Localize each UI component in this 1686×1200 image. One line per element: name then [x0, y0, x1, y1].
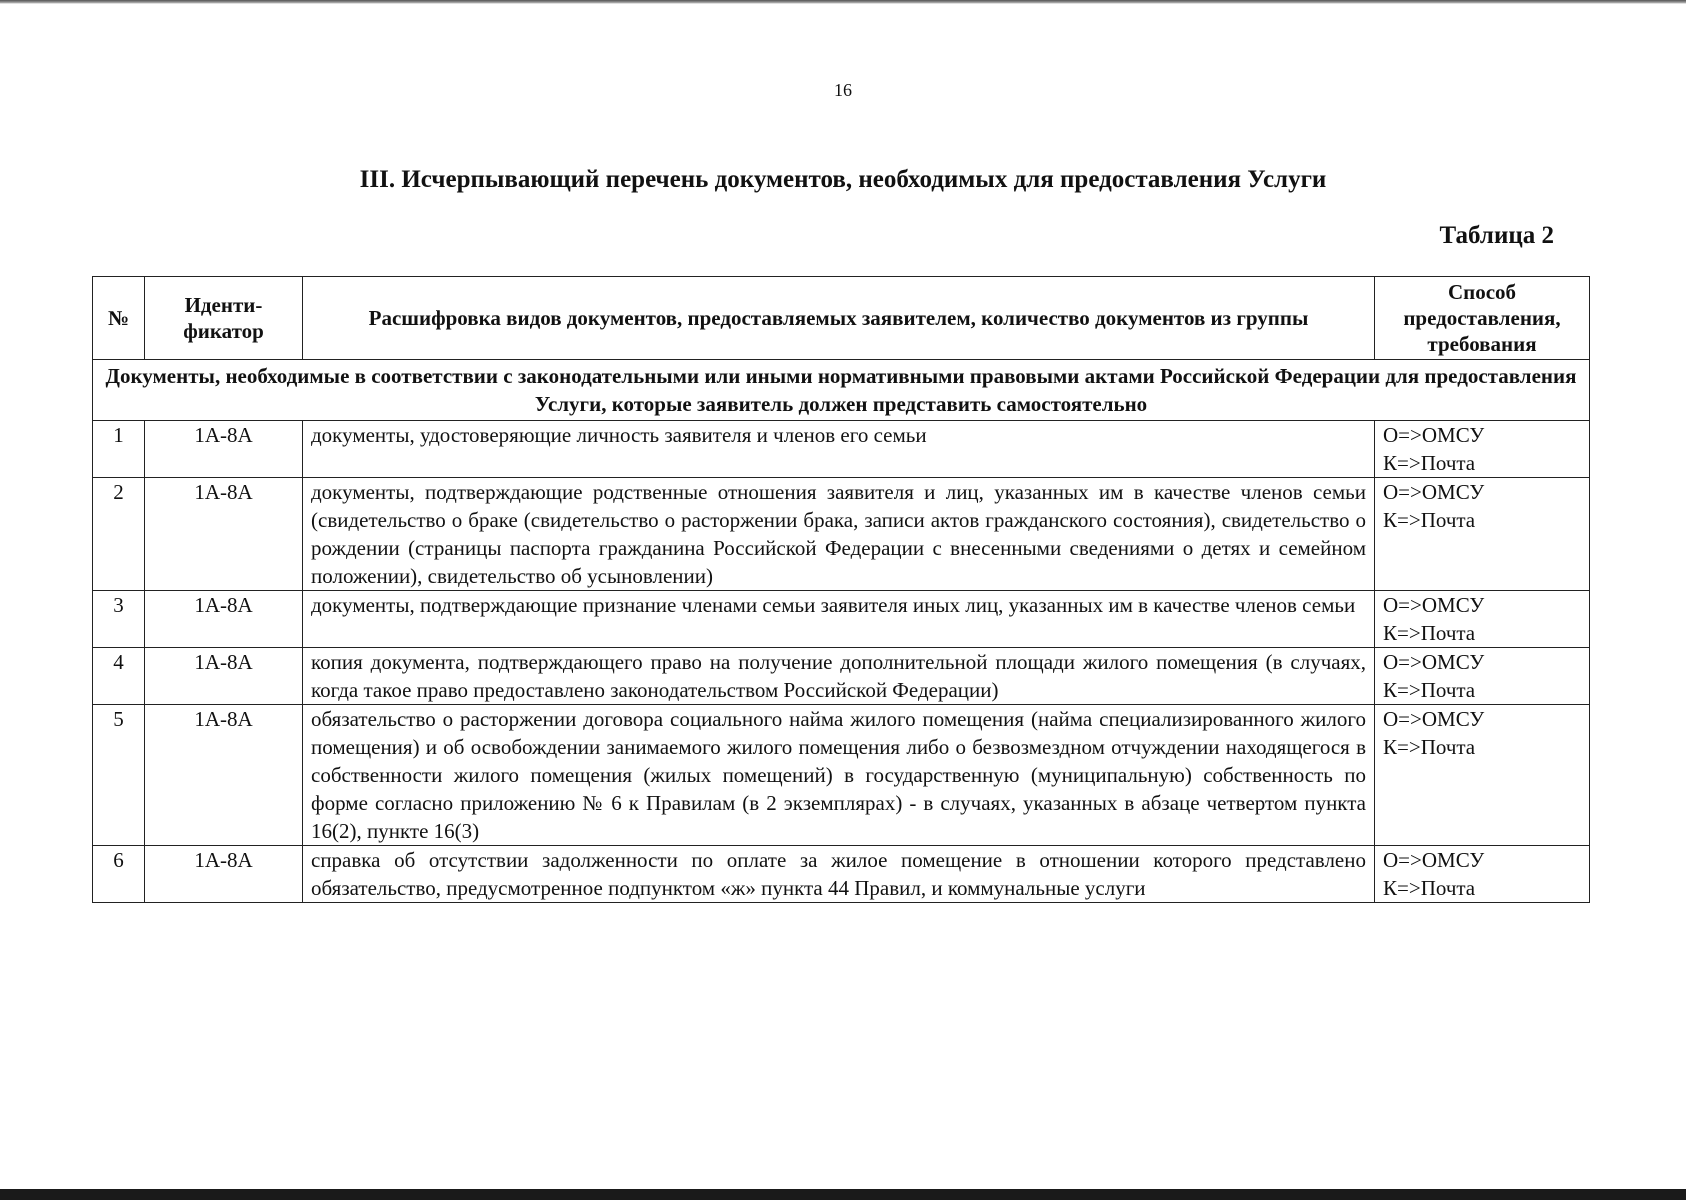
- scan-edge-top: [0, 0, 1686, 4]
- row-method: [1375, 478, 1590, 591]
- row-method: [1375, 705, 1590, 846]
- header-desc: Расшифровка видов документов, предоставляемых заявителем, количество документов из группы: [303, 277, 1375, 360]
- row-ident: 1А-8А: [145, 591, 303, 648]
- method-office: О=>ОМСУ: [1383, 848, 1485, 872]
- row-desc: обязательство о расторжении договора социального найма жилого помещения (найма специализированного жилого помещения) и об освобождении занимаемого жилого помещения либо о безвозмездном отчуждении находящегося в собственности жилого помещения (жилых помещений) в государственную (муниципальную) собственность по форме согласно приложению № 6 к Правилам (в 2 экземплярах) - в случаях, указанных в абзаце четвертом пункта 16(2), пункте 16(3): [303, 705, 1375, 846]
- method-office: О=>ОМСУ: [1383, 423, 1485, 447]
- row-num: 5: [93, 705, 145, 846]
- method-mail: К=>Почта: [1383, 451, 1476, 475]
- method-mail: К=>Почта: [1383, 621, 1476, 645]
- row-num: 1: [93, 421, 145, 478]
- scan-edge-bottom: [0, 1189, 1686, 1200]
- group-heading: Документы, необходимые в соответствии с законодательными или иными нормативными правовыми актами Российской Федерации для предоставления Услуги, которые заявитель должен представить самостоятельно: [93, 360, 1590, 421]
- header-method: Способ предоставления, требования: [1375, 277, 1590, 360]
- row-desc: документы, подтверждающие признание членами семьи заявителя иных лиц, указанных им в качестве членов семьи: [303, 591, 1375, 648]
- row-ident: 1А-8А: [145, 648, 303, 705]
- method-mail: К=>Почта: [1383, 508, 1476, 532]
- section-title: III. Исчерпывающий перечень документов, необходимых для предоставления Услуги: [359, 166, 1327, 193]
- row-method: [1375, 421, 1590, 478]
- row-method: [1375, 846, 1590, 903]
- row-num: 4: [93, 648, 145, 705]
- table-header-row: [93, 277, 1590, 360]
- row-desc: копия документа, подтверждающего право на получение дополнительной площади жилого помещения (в случаях, когда такое право предоставлено законодательством Российской Федерации): [303, 648, 1375, 705]
- row-ident: 1А-8А: [145, 846, 303, 903]
- row-num: 6: [93, 846, 145, 903]
- row-ident: 1А-8А: [145, 421, 303, 478]
- row-ident: 1А-8А: [145, 705, 303, 846]
- row-method: [1375, 648, 1590, 705]
- page-number: 16: [834, 80, 852, 100]
- table-row: [93, 478, 1590, 591]
- table-row: [93, 705, 1590, 846]
- table-row: [93, 648, 1590, 705]
- method-mail: К=>Почта: [1383, 876, 1476, 900]
- method-office: О=>ОМСУ: [1383, 707, 1485, 731]
- row-ident: 1А-8А: [145, 478, 303, 591]
- row-num: 2: [93, 478, 145, 591]
- documents-table: [92, 276, 1590, 903]
- row-desc: документы, подтверждающие родственные отношения заявителя и лиц, указанных им в качестве членов семьи (свидетельство о браке (свидетельство о расторжении брака, записи актов гражданского состояния), свидетельство о рождении (страницы паспорта гражданина Российской Федерации с внесенными сведениями о детях и семейном положении), свидетельство об усыновлении): [303, 478, 1375, 591]
- row-method: [1375, 591, 1590, 648]
- table-caption: Таблица 2: [1439, 222, 1554, 249]
- method-office: О=>ОМСУ: [1383, 593, 1485, 617]
- method-mail: К=>Почта: [1383, 678, 1476, 702]
- header-ident: Иденти-фикатор: [145, 277, 303, 360]
- header-num: №: [93, 277, 145, 360]
- row-desc: справка об отсутствии задолженности по оплате за жилое помещение в отношении которого представлено обязательство, предусмотренное подпунктом «ж» пункта 44 Правил, и коммунальные услуги: [303, 846, 1375, 903]
- group-heading-row: [93, 360, 1590, 421]
- method-mail: К=>Почта: [1383, 735, 1476, 759]
- table-row: [93, 846, 1590, 903]
- row-desc: документы, удостоверяющие личность заявителя и членов его семьи: [303, 421, 1375, 478]
- method-office: О=>ОМСУ: [1383, 650, 1485, 674]
- row-num: 3: [93, 591, 145, 648]
- table-row: [93, 421, 1590, 478]
- table-row: [93, 591, 1590, 648]
- method-office: О=>ОМСУ: [1383, 480, 1485, 504]
